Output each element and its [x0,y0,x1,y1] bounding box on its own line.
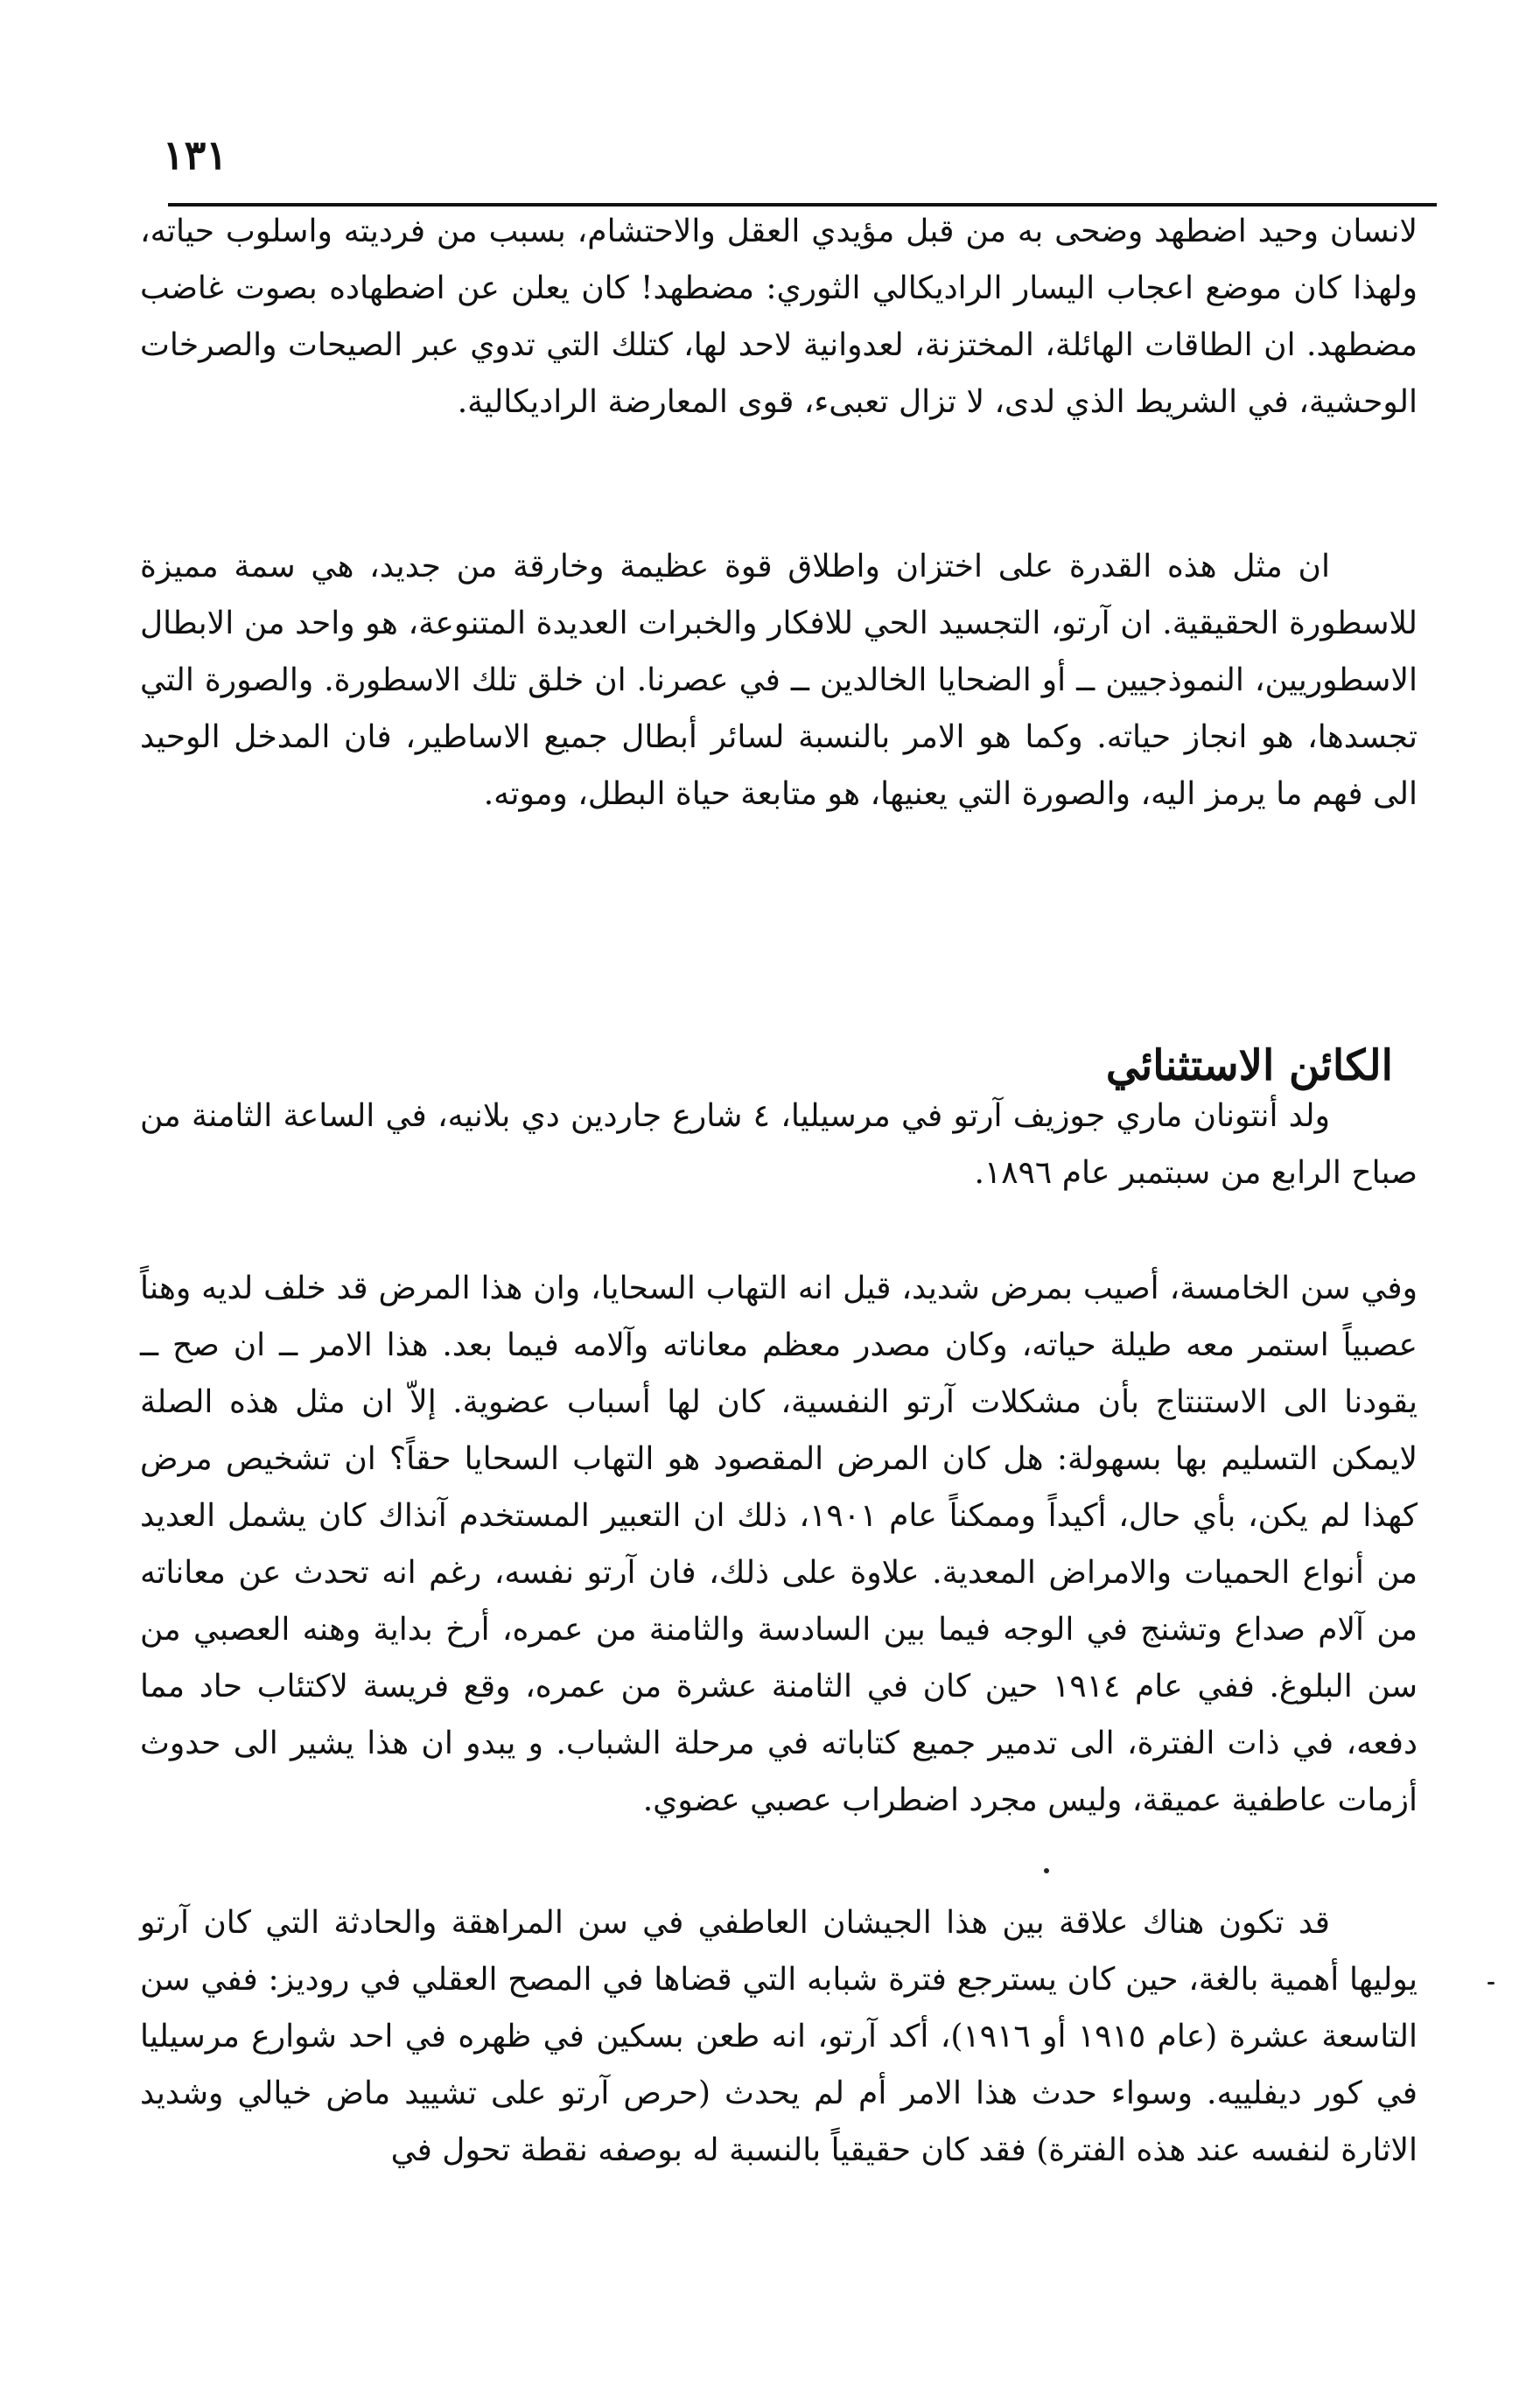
paragraph-block [140,203,1418,430]
paragraph: ان مثل هذه القدرة على اختزان واطلاق قوة عظيمة وخارقة من جديد، هي سمة مميزة للاسطورة الحقيقية. ان آرتو، التجسيد الحي للافكار والخبرات العديدة المتنوعة، هو واحد من الابطال الاسطوريين، النموذجيين ــ أو الضحايا الخالدين ــ في عصرنا. ان خلق تلك الاسطورة. والصورة التي تجسدها، هو انجاز حياته. وكما هو الامر بالنسبة لسائر أبطال جميع الاساطير، فان المدخل الوحيد الى فهم ما يرمز اليه، والصورة التي يعنيها، هو متابعة حياة البطل، وموته. [140,549,1418,812]
paragraph: قد تكون هناك علاقة بين هذا الجيشان العاطفي في سن المراهقة والحادثة التي كان آرتو يوليها أهمية بالغة، حين كان يسترجع فترة شبابه التي قضاها في المصح العقلي في روديز: ففي سن التاسعة عشرة (عام ١٩١٥ أو ١٩١٦)، أكد آرتو، انه طعن بسكين في ظهره في احد شوارع مرسيليا في كور ديفلييه. وسواء حدث هذا الامر أم لم يحدث (حرص آرتو على تشييد ماض خيالي وشديد الاثارة لنفسه عند هذه الفترة) فقد كان حقيقياً بالنسبة له بوصفه نقطة تحول في [140,1905,1418,2168]
paragraph: وفي سن الخامسة، أصيب بمرض شديد، قيل انه التهاب السحايا، وان هذا المرض قد خلف لديه وهناً عصبياً استمر معه طيلة حياته، وكان مصدر معظم معاناته وآلامه فيما بعد. هذا الامر ــ ان صح ــ يقودنا الى الاستنتاج بأن مشكلات آرتو النفسية، كان لها أسباب عضوية. إلاّ ان مثل هذه الصلة لايمكن التسليم بها بسهولة: هل كان المرض المقصود هو التهاب السحايا حقاً؟ ان تشخيص مرض كهذا لم يكن، بأي حال، أكيداً وممكناً عام ١٩٠١، ذلك ان التعبير المستخدم آنذاك كان يشمل العديد من أنواع الحميات والامراض المعدية. علاوة على ذلك، فان آرتو نفسه، رغم انه تحدث عن معاناته من آلام صداع وتشنج في الوجه فيما بين السادسة والثامنة من عمره، أرخ بداية وهنه العصبي من سن البلوغ. ففي عام ١٩١٤ حين كان في الثامنة عشرة من عمره، وقع فريسة لاكتئاب حاد مما دفعه، في ذات الفترة، الى تدمير جميع كتاباته في مرحلة الشباب. و يبدو ان هذا يشير الى حدوث أزمات عاطفية عميقة، وليس مجرد اضطراب عصبي عضوي. [140,1270,1418,1818]
print-speck [1488,1982,1494,1984]
paragraph-block [140,538,1418,822]
page-number: ١٣١ [162,131,228,178]
paragraph-block [140,1088,1418,1201]
paragraph: ولد أنتونان ماري جوزيف آرتو في مرسيليا، ٤ شارع جاردين دي بلانيه، في الساعة الثامنة من صباح الرابع من سبتمبر عام ١٨٩٦. [140,1098,1418,1191]
paragraph-block [140,1260,1418,1829]
paragraph: لانسان وحيد اضطهد وضحى به من قبل مؤيدي العقل والاحتشام، بسبب من فرديته واسلوب حياته، ولهذا كان موضع اعجاب اليسار الراديكالي الثوري: مضطهد! كان يعلن عن اضطهاده بصوت غاضب مضطهد. ان الطاقات الهائلة، المختزنة، لعدوانية لاحد لها، كتلك التي تدوي عبر الصيحات والصرخات الوحشية، في الشريط الذي لدى، لا تزال تعبىء، قوى المعارضة الراديكالية. [140,214,1418,420]
print-speck [1044,1868,1049,1873]
paragraph-block [140,1894,1418,2179]
section-heading: الكائن الاستثنائي [1105,1040,1393,1090]
